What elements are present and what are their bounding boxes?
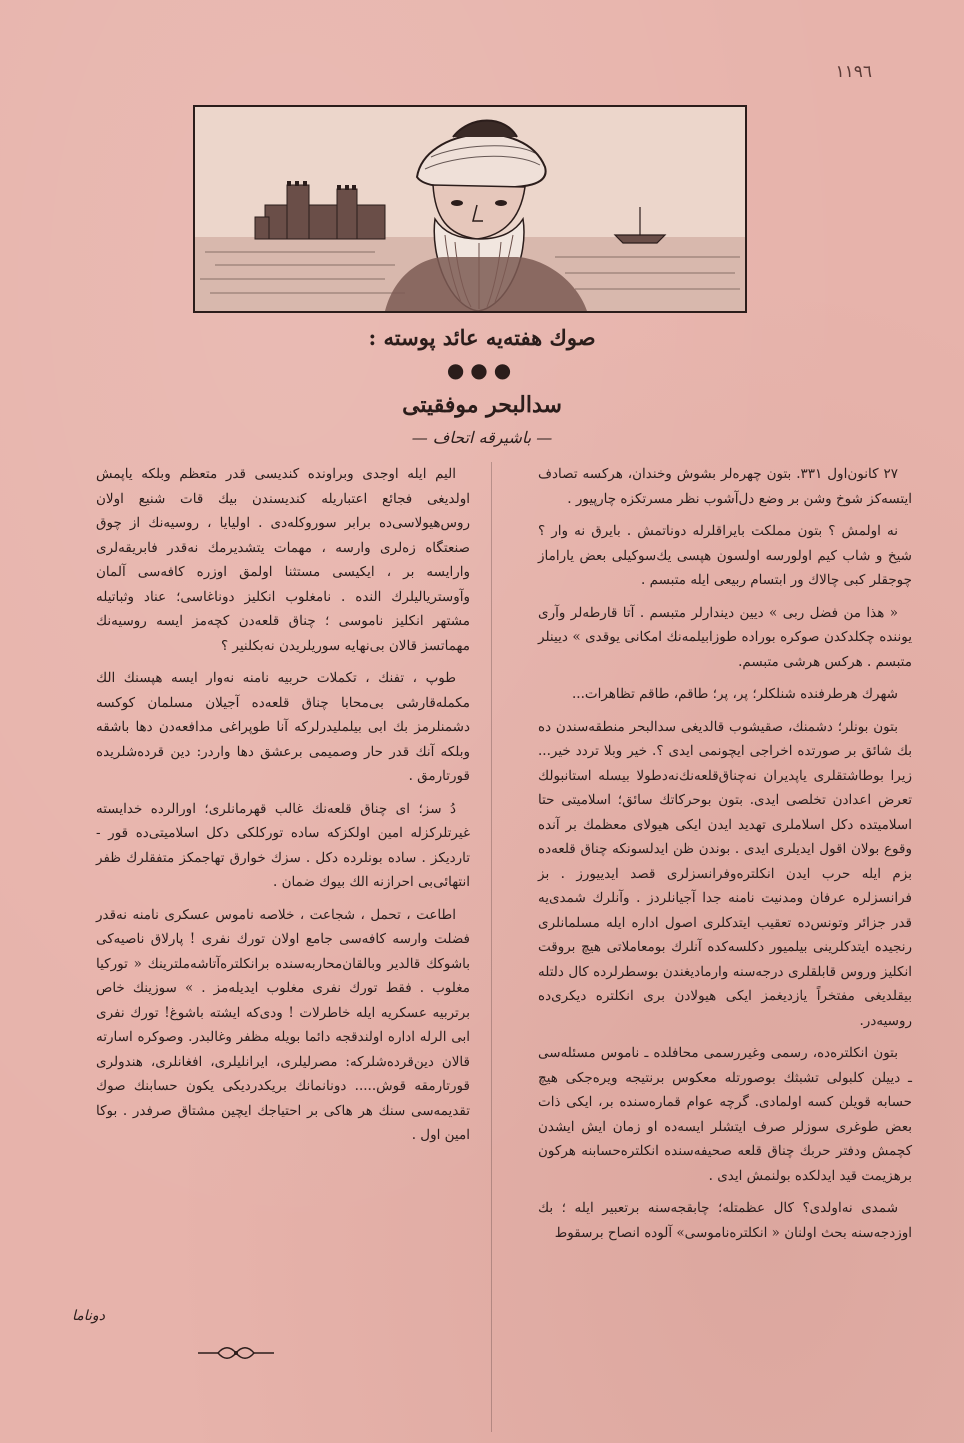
paragraph: بتون بونلر؛ دشمنك، صقيشوب قالديغی سدالبحر منطقه‌سندن ده بك شائق بر صورتده اخراجی ایچونمی ایدی ؟. خير وبلا تردد خير... زيرا بوطاشتقلری یاپدیران نه‌چناق‌قلعه‌نك‌نه‌‌دطولا بیسله استانبولك تعرض اعدادن تخلصی ایدی. بتون بوحركاتك سائق؛ اسلامیتی حتا اسلامیتده دكل اسلاملری تهدید ایدن ایكی هیولای معظمك بر آنده وقوع بولان اقول ایدیلری ایدی . بوندن ظن ایدلسونكه چناق قلعه‌ده بزم ایله حرب ایدن انكلتره‌وفرانسزلری قصد ایدیيورز . بز فرانسزلره عرفان ومدنيت نامنه جدا آجيانلردز . وآنلرك شمدی‌یه قدر جزائر وتونس‌ده تعقيب ايتدكلری اصول اداره ايله مسلمانلری رنجيده ايتدكلرينی بيلميور دكلسه‌كده آنلرك بومعاملاتی هيچ بروقت انكليز وروس قابلقلری درجه‌سنه وارماديغندن بوسطرلرده كال دلتله بيقلديغی مفتخراً یازدیغمز ایكی هيولادن بری انكلتره دیكری‌ده روسيه‌در. <box>538 718 912 1029</box>
page-number: ١١٩٦ <box>835 62 872 82</box>
paragraph: « هذا من فضل ربی » دیین دیندارلر متبسم . آتا قارطه‌لر وآری یوننده چكلدكدن صوكره بوراده طوزابيلمه‌نك امكانی یوقدی » دیينلر متبسم . هركس هرشی متبسم. <box>538 604 912 670</box>
paragraph: اليم ايله اوجدی وبراونده كنديسی قدر متعظم وبلكه یاپمش اولديغی فجائع اعتباريله كنديسندن بيك قات شنيع اولان روس‌هيولاسی‌ده برابر سوروكله‌دی . اوليايا ، روسيه‌نك از چوق صنعتگاه‌ زه‌لری وارسه ، مهمات یتشديرمك نه‌قدر فابریقه‌لری وارايسه بر ، ايكيسی مستثنا اولمق اوزره كافه‌سی آلمان وآوستريالیلرك الندە . نامغلوب انكليز دوناغاسی؛ عناد وثباتيله مشتهر انكليز ناموسی ؛ چناق قلعه‌دن كچه‌مز ايسه روسيه‌نك مهماتسز قالان بی‌نهايه سوريلريدن نه‌بكلنير ؟ <box>96 466 470 654</box>
article-byline: — باشيرقه اتحاف — <box>411 428 553 447</box>
article-column-right <box>538 462 912 1253</box>
header-illustration <box>193 105 747 313</box>
paragraph: شهرك هرطرفنده شنلكلر؛ پر، پر؛ طاقم، طاقم تظاهرات... <box>572 686 898 702</box>
paragraph: ۲۷ كانون‌اول ۳۳۱. بتون چهره‌لر بشوش وخندان، هركسه تصادف ایتسه‌كز شوخ وشن بر وضع دل‌آشوب نظر مسرتكزه چارپيور . <box>538 466 912 507</box>
decorative-ornament-icon <box>196 1345 276 1361</box>
section-title: صوك هفته‌یه عائد پوسته : <box>368 325 596 350</box>
paragraph: طوپ ، تفنك ، تكملات حربيه نامنه نه‌وار ايسه هپسنك الك مكمله‌قارشی بی‌محابا چناق قلعه‌ده آجيلان مسلمان كوكسه دشمنلرمز بك ابی بيلمليدرلركه آنا طوپراغی مدافعه‌دن دها باشقه وبلكه آنك قدر حار وصميمی برعشق دها واردر: دين قرده‌شلريده قورتارمق . <box>96 670 470 784</box>
paragraph: شمدی نه‌اولدی؟ كال عظمتله؛ چابقجه‌سنه برتعبير ايله ؛ بك اوزدجه‌سنه بحث اولنان « انكلتره‌ناموسی» آلوده انصاح برسقوط <box>538 1200 912 1241</box>
article-column-left <box>96 462 470 1292</box>
portrait-of-old-man-with-turban-and-fortress-seascape-icon <box>195 107 745 311</box>
paragraph: بتون انكلتره‌ده، رسمی وغيررسمی محافلده ـ ناموس مسئله‌سی ـ دیيلن كلبولی تشبثك بوصورتله معكوس برنتيجه ويره‌جكی هيچ حسابه قويلن كسه اولمادی. گرچه عوام قماره‌سنده بر، ايكی ذات بعض طوغری سوزلر صرف ايتشلر ايسه‌ده او زمان ايش ايشدن كچمش ودفتر حربك چناق قلعه صحيفه‌سنده انكلتره‌حسابنه هركون برهزيمت قيد ايدلكده بولنمش ايدی . <box>538 1045 912 1184</box>
paragraph: نه اولمش ؟ بتون مملكت بایراقلرله دوناتمش . بایرق نه وار ؟ شيخ و شاب كيم اولورسه اولسون هپسی یك‌سوكيلی بعض یاراماز چوجقلر كبی چالاك ور ابتسام ربيعی ایله متبسم . <box>538 523 912 588</box>
article-signature: دوناما <box>72 1308 105 1324</box>
paragraph: دُ سز؛ ای چناق قلعه‌نك غالب قهرمانلری؛ اورالرده خدايسته غيرتلركزله امين اولكزكه ساده توركلكی دكل اسلاميتی‌ده قور - تارديكز . ساده بونلرده دكل . سزك خوارق تهاجمكز متفقلرك ظفر انتهائی‌بی احرازنه الك بيوك ضمان . <box>96 800 470 890</box>
article-title: سدالبحر موفقیتی <box>402 392 562 418</box>
section-separator-dots: ●●● <box>446 358 518 382</box>
column-divider <box>491 462 492 1432</box>
paragraph: اطاعت ، تحمل ، شجاعت ، خلاصه ناموس عسكری نامنه نه‌قدر فضلت وارسه كافه‌سی جامع اولان تورك نفری ! پارلاق ناصيه‌كی باشوكك قالدير وبالقان‌محاربه‌سنده برانكلتره‌آتاشه‌ملترينك « توركيا مغلوب . فقط تورك نفری مغلوب ايديله‌مز . » سوزينك خاص برتربيه عسكريه ايله خاطرلات ! ودی‌كه ايشته باشوغ! تورك نفری ابی الرله اداره اولندقجه دائما بويله مظفر وغالبدر. وصوكره اسارته قالان دين‌قرده‌شلركه: مصرليلری، ايرانليلری، افغانلری، هندولری قورتارمقه قوش..... دونانمانك بريكدرديكی يكون حسابنك صوك تقديمه‌سی سنك هر هاكی بر احتياجك ايچين مشتاق صرفدر . بوكا امين اول . <box>96 906 470 1143</box>
